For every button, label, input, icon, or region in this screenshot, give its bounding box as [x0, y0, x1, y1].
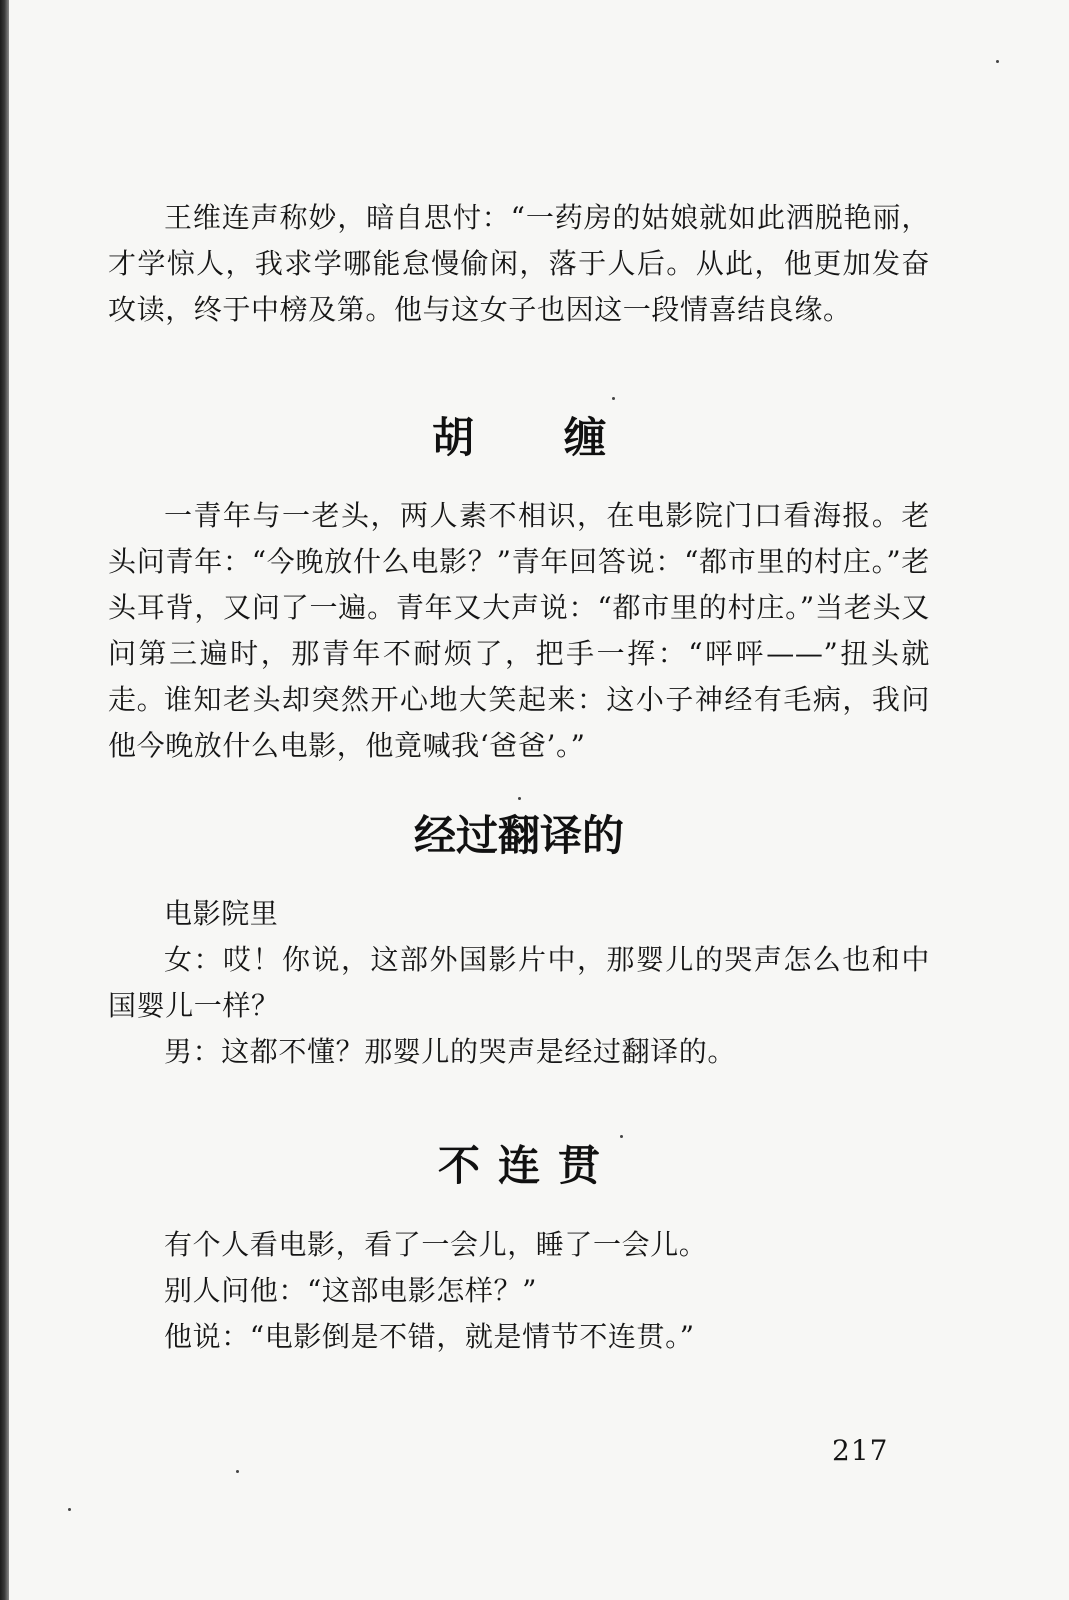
incoherent-paragraph-3: 他说：“电影倒是不错，就是情节不连贯。” — [164, 1320, 695, 1353]
hu-chan-paragraph-1: 一青年与一老头，两人素不相识，在电影院门口看海报。老头问青年：“今晚放什么电影？”青年回答说：“都市里的村庄。”老头耳背，又问了一遍。青年又大声说：“都市里的村庄。”当老头又问第三遍时，那青年不耐烦了，把手一挥：“呯呯——”扭头就走。 — [108, 499, 930, 716]
section-title-hu-chan: 胡缠 — [431, 413, 696, 462]
scan-speck — [996, 60, 999, 63]
scan-speck — [68, 1508, 71, 1511]
scan-speck — [236, 1470, 239, 1473]
section-title-translated: 经过翻译的 — [413, 811, 624, 860]
story-continuation-paragraph: 王维连声称妙，暗自思忖：“一药房的姑娘就如此洒脱艳丽，才学惊人，我求学哪能怠慢偷闲，落于人后。从此，他更加发奋攻读，终于中榜及第。他与这女子也因这一段情喜结良缘。 — [108, 201, 930, 326]
incoherent-paragraph-1: 有个人看电影，看了一会儿，睡了一会儿。 — [164, 1228, 708, 1261]
hu-chan-paragraph-2: 谁知老头却突然开心地大笑起来：这小子神经有毛病，我问他今晚放什么电影，他竟喊我‘爸爸’。” — [108, 683, 930, 762]
scan-speck — [518, 797, 521, 800]
incoherent-paragraph-2: 别人问他：“这部电影怎样？” — [164, 1274, 538, 1307]
section-title-incoherent: 不连贯 — [437, 1141, 618, 1190]
scan-speck — [620, 1135, 623, 1138]
translated-paragraph-1: 电影院里 — [164, 897, 279, 930]
page-number: 217 — [832, 1434, 889, 1467]
page-binding-shadow — [0, 0, 9, 1600]
translated-paragraph-2: 女：哎！你说，这部外国影片中，那婴儿的哭声怎么也和中国婴儿一样？ — [108, 943, 930, 1022]
scan-speck — [612, 397, 615, 400]
translated-paragraph-3: 男：这都不懂？那婴儿的哭声是经过翻译的。 — [164, 1035, 737, 1068]
